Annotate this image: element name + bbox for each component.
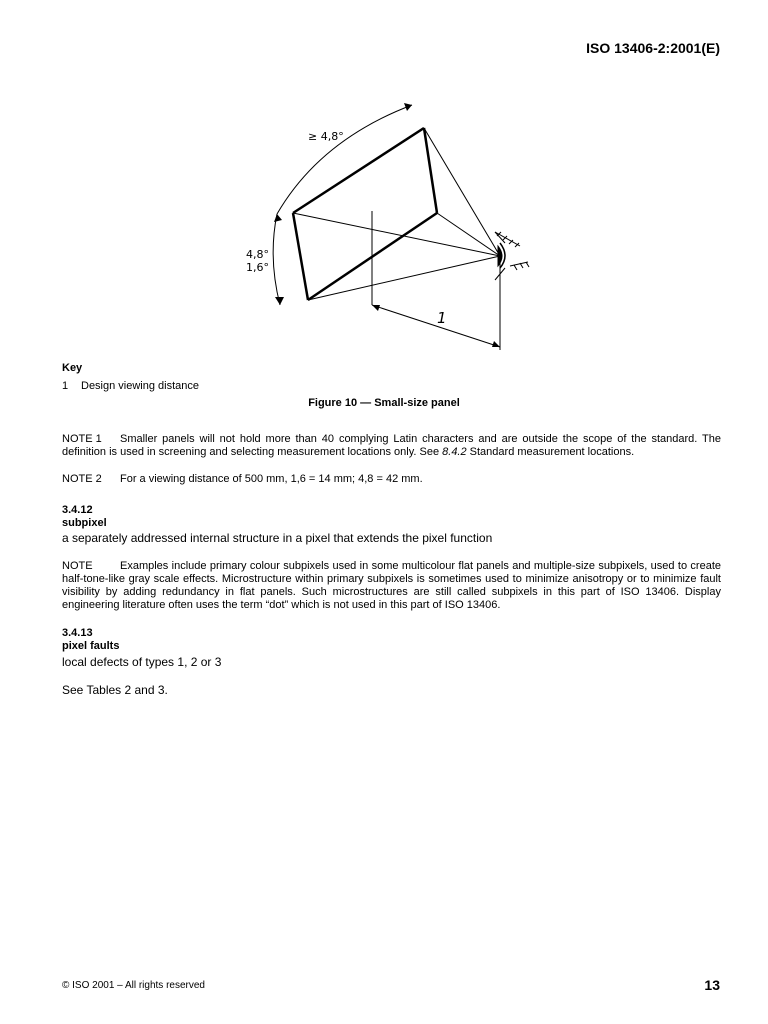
note-2-label: NOTE 2	[62, 473, 102, 485]
figure-small-size-panel	[0, 0, 768, 360]
key-item-text: Design viewing distance	[81, 380, 200, 392]
note-subpixel-label: NOTE	[62, 560, 93, 572]
key-item-number: 1	[62, 380, 69, 392]
definition-pixel-faults: local defects of types 1, 2 or 3	[62, 655, 222, 669]
definition-subpixel: a separately addressed internal structure in a pixel that extends the pixel function	[62, 531, 493, 545]
page-number: 13	[704, 977, 720, 993]
distance-label: 1	[437, 309, 447, 327]
note-2-text: For a viewing distance of 500 mm, 1,6 = 14 mm; 4,8 = 42 mm.	[120, 473, 423, 485]
document-code: ISO 13406-2:2001(E)	[586, 40, 720, 56]
angle-left-label-2: 1,6°	[246, 261, 269, 274]
note-1-text-b: Standard measurement locations.	[466, 446, 635, 458]
angle-left-label-1: 4,8°	[246, 248, 269, 261]
panel-front-left-edge	[293, 213, 308, 300]
angle-top-label: ≥ 4,8°	[308, 130, 344, 143]
clause-number-3-4-13: 3.4.13	[62, 627, 93, 639]
note-1-reference: 8.4.2	[442, 446, 467, 458]
figure-caption: Figure 10 — Small-size panel	[308, 397, 460, 409]
note-subpixel	[62, 560, 721, 612]
key-title: Key	[62, 362, 83, 374]
note-subpixel-text: Examples include primary colour subpixels used in some multicolour flat panels and multiple-size subpixels, used to create half-tone-like gray scale effects. Microstructure within primary subpixels is sometimes used to minimize anisotropy or to minimize fault visibility by adding redundancy in flat panels. Such microstructures are still called subpixels in this part of ISO 13406. Display engineering literature often uses the term “dot” which is not used in this part of ISO 13406.	[62, 560, 721, 611]
clause-number-3-4-12: 3.4.12	[62, 504, 93, 516]
term-subpixel: subpixel	[62, 517, 107, 529]
note-1-text-a: Smaller panels will not hold more than 40 complying Latin characters and are outside the scope of the standard. The definition is used in screening and selecting measurement locations only. See	[62, 433, 721, 458]
key-item	[62, 380, 199, 392]
note-2	[62, 473, 721, 486]
term-pixel-faults: pixel faults	[62, 640, 120, 652]
copyright-notice: © ISO 2001 – All rights reserved	[62, 980, 205, 991]
note-1	[62, 433, 721, 459]
see-tables-text: See Tables 2 and 3.	[62, 683, 168, 697]
note-1-label: NOTE 1	[62, 433, 102, 445]
panel-back-right-edge	[424, 128, 437, 213]
